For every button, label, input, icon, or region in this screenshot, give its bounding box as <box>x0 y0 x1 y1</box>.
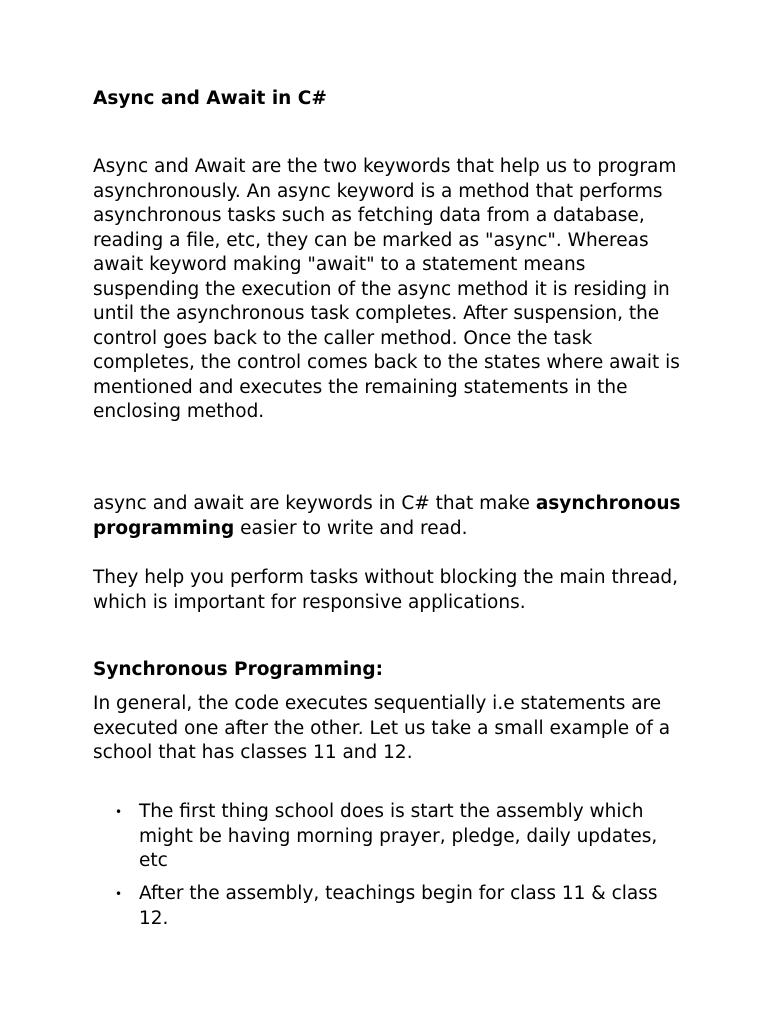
list-item-text: After the assembly, teachings begin for class 11 & class 12. <box>139 883 658 929</box>
intro-paragraph: Async and Await are the two keywords that help us to program asynchronously. An async keyword is a method that performs asynchronous tasks such as fetching data from a database, reading a file, etc, they can be marked as "async". Whereas await keyword making "await" to a statement means suspending the execution of the async method it is residing in until the asynchronous task completes. After suspension, the control goes back to the caller method. Once the task completes, the control comes back to the states where await is mentioned and executes the remaining statements in the enclosing method. <box>93 156 680 422</box>
list-item <box>115 800 679 874</box>
help-paragraph: They help you perform tasks without blocking the main thread, which is important for responsive applications. <box>93 567 679 613</box>
summary-paragraph <box>93 492 685 541</box>
summary-prefix: async and await are keywords in C# that make <box>93 493 536 514</box>
bullet-icon: • <box>115 805 123 819</box>
bullet-icon: • <box>115 887 123 901</box>
summary-suffix: easier to write and read. <box>234 517 468 539</box>
sync-heading: Synchronous Programming: <box>93 659 383 680</box>
document-title: Async and Await in C# <box>93 88 327 109</box>
sync-paragraph: In general, the code executes sequentially i.e statements are executed one after the other. Let us take a small example of a school that has classes 11 and 12. <box>93 693 671 763</box>
list-item <box>115 882 679 931</box>
summary-bold-term: asynchronous programming <box>93 493 681 539</box>
list-item-text: The first thing school does is start the assembly which might be having morning prayer, pledge, daily updates, etc <box>139 801 658 871</box>
